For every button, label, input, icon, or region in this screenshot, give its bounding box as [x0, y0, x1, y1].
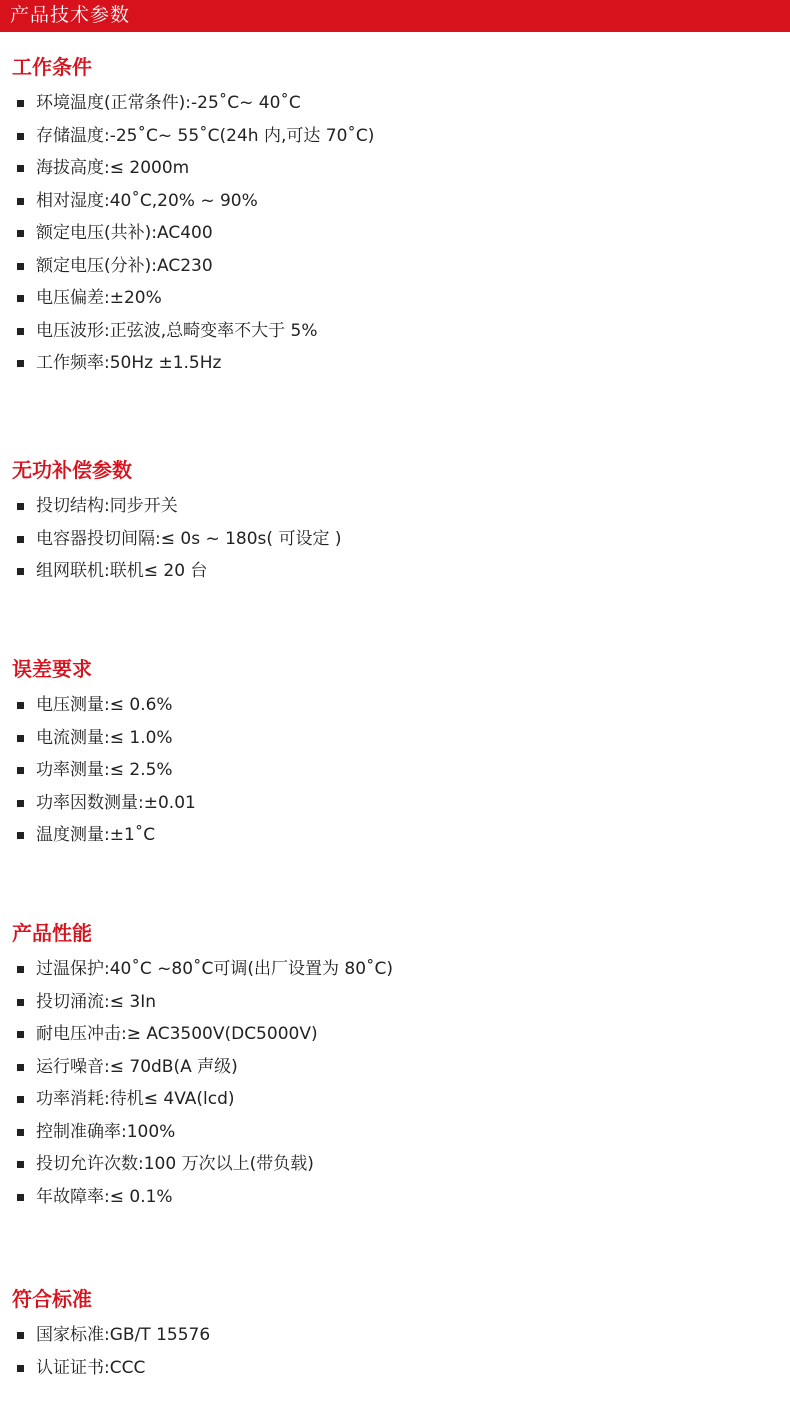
section-title: 产品性能 [12, 921, 92, 945]
section-title: 误差要求 [12, 657, 92, 681]
item-text: 耐电压冲击:≥ AC3500V(DC5000V) [36, 1024, 318, 1044]
list-item [12, 787, 772, 820]
square-bullet-icon [17, 702, 24, 709]
item-text: 认证证书:CCC [36, 1357, 146, 1378]
list-item [12, 1083, 772, 1116]
list-item [12, 722, 772, 755]
square-bullet-icon [17, 1031, 24, 1038]
header-bar [0, 0, 790, 32]
list-item [12, 315, 772, 348]
square-bullet-icon [17, 966, 24, 973]
square-bullet-icon [17, 263, 24, 270]
section-title: 无功补偿参数 [12, 458, 132, 482]
section-product-performance [12, 919, 772, 1213]
square-bullet-icon [17, 328, 24, 335]
item-text: 控制准确率:100% [36, 1121, 176, 1142]
square-bullet-icon [17, 1332, 24, 1339]
square-bullet-icon [17, 133, 24, 140]
item-text: 国家标准:GB/T 15576 [36, 1325, 211, 1345]
list-item [12, 1319, 772, 1352]
item-text: 投切结构:同步开关 [36, 496, 178, 516]
square-bullet-icon [17, 198, 24, 205]
square-bullet-icon [17, 1194, 24, 1201]
item-text: 环境温度(正常条件):-25˚C~ 40˚C [36, 93, 301, 113]
item-text: 过温保护:40˚C ~80˚C可调(出厂设置为 80˚C) [36, 959, 394, 979]
square-bullet-icon [17, 165, 24, 172]
item-text: 电容器投切间隔:≤ 0s ~ 180s( 可设定 ) [36, 528, 342, 549]
item-text: 投切允许次数:100 万次以上(带负载) [36, 1154, 314, 1174]
list-item [12, 282, 772, 315]
square-bullet-icon [17, 800, 24, 807]
list-item [12, 1181, 772, 1214]
item-text: 功率因数测量:±0.01 [36, 792, 196, 813]
list-item [12, 347, 772, 380]
list-item [12, 490, 772, 523]
square-bullet-icon [17, 1064, 24, 1071]
item-text: 额定电压(分补):AC230 [36, 255, 213, 276]
item-text: 运行噪音:≤ 70dB(A 声级) [36, 1056, 238, 1077]
section-reactive-compensation [12, 456, 772, 588]
list-item [12, 217, 772, 250]
list-item [12, 754, 772, 787]
list-item [12, 1018, 772, 1051]
square-bullet-icon [17, 568, 24, 575]
square-bullet-icon [17, 999, 24, 1006]
section-title: 符合标准 [12, 1287, 92, 1311]
list-item [12, 1148, 772, 1181]
square-bullet-icon [17, 1096, 24, 1103]
list-item [12, 523, 772, 556]
square-bullet-icon [17, 1365, 24, 1372]
square-bullet-icon [17, 767, 24, 774]
section-compliance-standards [12, 1285, 772, 1384]
square-bullet-icon [17, 735, 24, 742]
item-text: 组网联机:联机≤ 20 台 [36, 561, 208, 581]
section-working-conditions [12, 53, 772, 380]
item-text: 额定电压(共补):AC400 [36, 223, 213, 243]
list-item [12, 953, 772, 986]
square-bullet-icon [17, 503, 24, 510]
item-text: 电压波形:正弦波,总畸变率不大于 5% [36, 320, 318, 341]
list-item [12, 986, 772, 1019]
list-item [12, 1051, 772, 1084]
square-bullet-icon [17, 295, 24, 302]
item-text: 工作频率:50Hz ±1.5Hz [36, 353, 222, 373]
item-text: 功率消耗:待机≤ 4VA(lcd) [36, 1089, 235, 1109]
item-text: 海拔高度:≤ 2000m [36, 158, 190, 178]
item-text: 存储温度:-25˚C~ 55˚C(24h 内,可达 70˚C) [36, 125, 375, 146]
list-item [12, 185, 772, 218]
item-text: 投切涌流:≤ 3In [36, 991, 156, 1012]
section-title: 工作条件 [12, 55, 92, 79]
square-bullet-icon [17, 230, 24, 237]
square-bullet-icon [17, 832, 24, 839]
list-item [12, 819, 772, 852]
list-item [12, 152, 772, 185]
item-text: 电压偏差:±20% [36, 288, 162, 308]
item-text: 年故障率:≤ 0.1% [36, 1186, 173, 1207]
list-item [12, 689, 772, 722]
page-title: 产品技术参数 [0, 0, 790, 30]
list-item [12, 250, 772, 283]
item-text: 温度测量:±1˚C [36, 825, 156, 845]
item-text: 电流测量:≤ 1.0% [36, 727, 173, 748]
item-text: 电压测量:≤ 0.6% [36, 695, 173, 715]
list-item [12, 1352, 772, 1385]
square-bullet-icon [17, 100, 24, 107]
item-text: 相对湿度:40˚C,20% ~ 90% [36, 190, 258, 211]
square-bullet-icon [17, 536, 24, 543]
square-bullet-icon [17, 1161, 24, 1168]
section-error-requirements [12, 655, 772, 852]
list-item [12, 1116, 772, 1149]
list-item [12, 120, 772, 153]
square-bullet-icon [17, 360, 24, 367]
square-bullet-icon [17, 1129, 24, 1136]
list-item [12, 555, 772, 588]
item-text: 功率测量:≤ 2.5% [36, 760, 173, 780]
list-item [12, 87, 772, 120]
